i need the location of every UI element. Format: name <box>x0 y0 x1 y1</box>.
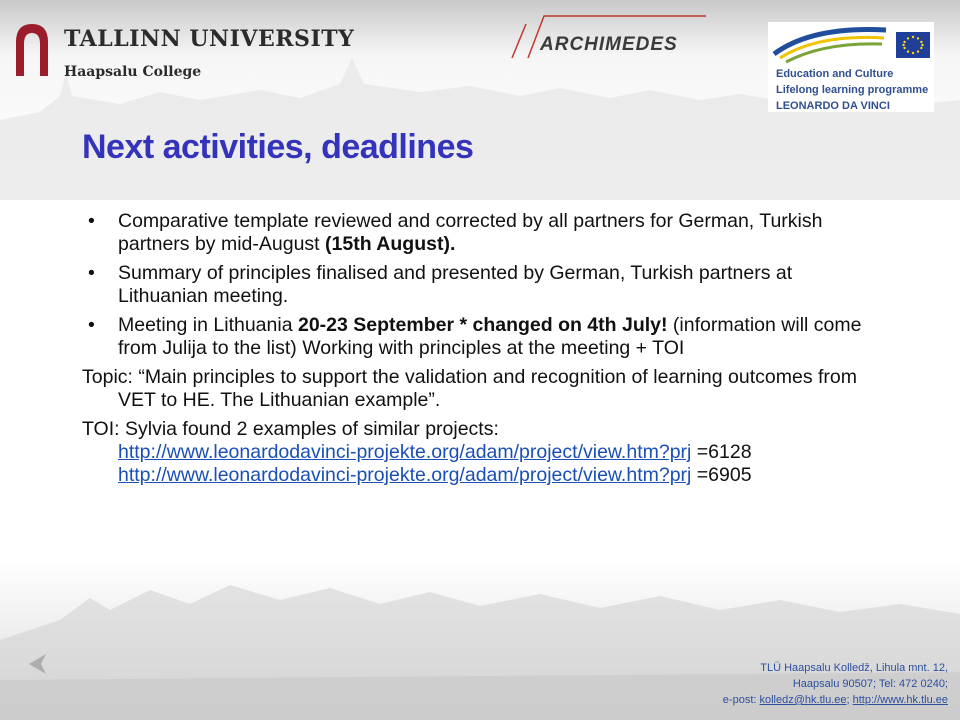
university-crest-icon <box>12 20 52 78</box>
project-link-1-suffix: =6128 <box>691 441 752 463</box>
footer-address: TLÜ Haapsalu Kolledž, Lihula mnt. 12, <box>760 662 948 674</box>
footer-email-link[interactable]: kolledz@hk.tlu.ee <box>759 694 847 706</box>
footer-email-prefix: e-post: <box>722 694 760 706</box>
project-link-2[interactable]: http://www.leonardodavinci-projekte.org/adam/project/view.htm?prj <box>118 464 692 486</box>
eu-line-education: Education and Culture <box>776 68 894 80</box>
previous-slide-arrow-icon[interactable] <box>26 652 48 676</box>
bullet-dot-icon: • <box>88 314 95 336</box>
footer-website-link[interactable]: http://www.hk.tlu.ee <box>852 694 948 706</box>
toi-intro: TOI: Sylvia found 2 examples of similar projects: <box>82 418 499 440</box>
bullet-meeting-dates: 20-23 September * changed on 4th July! <box>297 314 668 336</box>
college-name: Haapsalu College <box>64 64 202 80</box>
bullet-prefix: Meeting in Lithuania <box>118 314 298 336</box>
bullet-dot-icon: • <box>88 262 95 284</box>
bullet-template-review <box>82 210 882 256</box>
bullet-summary-principles <box>82 262 882 308</box>
eu-line-lifelong: Lifelong learning programme <box>776 84 929 96</box>
bullet-text: Summary of principles finalised and presented by German, Turkish partners at Lithuanian meeting. <box>118 262 793 307</box>
topic-paragraph: Topic: “Main principles to support the validation and recognition of learning outcomes from VET to HE. The Lithuanian example”. <box>82 366 858 411</box>
bullet-deadline: (15th August). <box>325 233 456 255</box>
slide-content <box>82 210 882 493</box>
bullet-suffix: (information will come from Julija to the list) Working with principles at the meeting + TOI <box>118 314 862 359</box>
footer-phone: Haapsalu 90507; Tel: 472 0240; <box>792 678 948 690</box>
lifelong-learning-swoosh-icon <box>772 24 888 66</box>
footer-contact <box>723 660 948 708</box>
bullet-lithuania-meeting <box>82 314 882 360</box>
slide-title: Next activities, deadlines <box>82 128 474 166</box>
eu-line-leonardo: LEONARDO DA VINCI <box>776 100 890 112</box>
tallinn-university-logo <box>12 14 355 84</box>
eu-flag-icon <box>896 32 930 58</box>
eu-leonardo-logo <box>768 22 934 112</box>
bullet-dot-icon: • <box>88 210 95 232</box>
footer-links <box>723 692 948 708</box>
project-link-2-suffix: =6905 <box>691 464 752 486</box>
toi-paragraph <box>82 418 882 487</box>
footer-separator: ; <box>846 694 853 706</box>
bullet-text: Comparative template reviewed and corrected by all partners for German, Turkish partners by mid-August <box>118 210 823 255</box>
university-name: TALLINN UNIVERSITY <box>64 26 355 52</box>
archimedes-logo <box>510 14 710 60</box>
project-link-1[interactable]: http://www.leonardodavinci-projekte.org/adam/project/view.htm?prj <box>118 441 692 463</box>
archimedes-wordmark: ARCHIMEDES <box>540 34 678 55</box>
